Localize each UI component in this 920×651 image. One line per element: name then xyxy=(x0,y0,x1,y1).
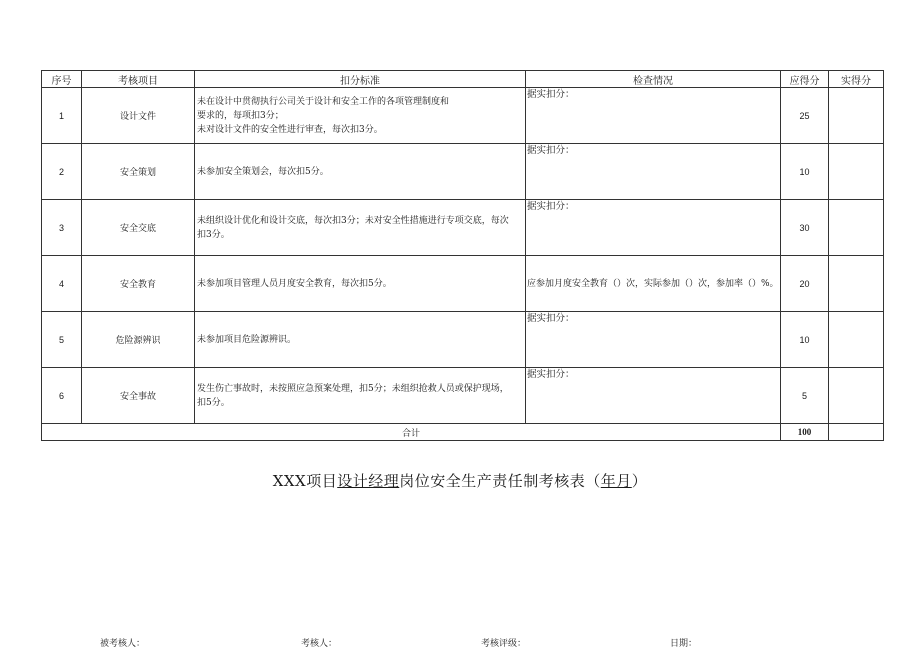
row-index: 6 xyxy=(42,368,82,424)
row-check: 据实扣分： xyxy=(526,200,781,256)
row-due-score: 20 xyxy=(781,256,829,312)
table-header-row xyxy=(42,71,884,88)
row-item: 安全事故 xyxy=(82,368,195,424)
title-date: 年月 xyxy=(600,472,632,490)
row-due-score: 30 xyxy=(781,200,829,256)
row-check: 据实扣分： xyxy=(526,368,781,424)
row-due-score: 25 xyxy=(781,88,829,144)
title-suffix: ） xyxy=(631,472,648,490)
title-middle: 岗位安全生产责任制考核表（ xyxy=(399,472,601,490)
row-actual-score[interactable] xyxy=(829,200,884,256)
header-actual-score: 实得分 xyxy=(829,71,884,88)
total-label: 合计 xyxy=(42,424,781,441)
row-check: 据实扣分： xyxy=(526,88,781,144)
row-item: 安全策划 xyxy=(82,144,195,200)
header-item: 考核项目 xyxy=(82,71,195,88)
assessment-table xyxy=(41,70,884,441)
row-actual-score[interactable] xyxy=(829,144,884,200)
total-row xyxy=(42,424,884,441)
row-item: 安全交底 xyxy=(82,200,195,256)
row-actual-score[interactable] xyxy=(829,368,884,424)
table-row xyxy=(42,88,884,144)
row-index: 1 xyxy=(42,88,82,144)
total-due-score: 100 xyxy=(781,424,829,441)
table-row xyxy=(42,200,884,256)
page-title xyxy=(0,470,920,491)
row-index: 2 xyxy=(42,144,82,200)
footer-assessor: 考核人： xyxy=(301,639,338,649)
row-item: 危险源辨识 xyxy=(82,312,195,368)
row-due-score: 10 xyxy=(781,312,829,368)
header-due-score: 应得分 xyxy=(781,71,829,88)
header-check: 检查情况 xyxy=(526,71,781,88)
row-due-score: 10 xyxy=(781,144,829,200)
header-standard: 扣分标准 xyxy=(195,71,526,88)
row-index: 4 xyxy=(42,256,82,312)
footer-grade: 考核评级： xyxy=(481,639,527,649)
table-row xyxy=(42,368,884,424)
row-index: 3 xyxy=(42,200,82,256)
header-index: 序号 xyxy=(42,71,82,88)
row-standard: 未参加项目管理人员月度安全教育，每次扣5分。 xyxy=(195,256,526,312)
row-check: 据实扣分： xyxy=(526,312,781,368)
table-row xyxy=(42,312,884,368)
title-prefix: XXX项目 xyxy=(272,472,338,490)
row-item: 设计文件 xyxy=(82,88,195,144)
row-standard: 未在设计中贯彻执行公司关于设计和安全工作的各项管理制度和 要求的，每项扣3分； 未对设计文件的安全性进行审查，每次扣3分。 xyxy=(195,88,526,144)
row-due-score: 5 xyxy=(781,368,829,424)
total-actual-score[interactable] xyxy=(829,424,884,441)
row-item: 安全教育 xyxy=(82,256,195,312)
footer-date: 日期： xyxy=(670,639,698,649)
row-index: 5 xyxy=(42,312,82,368)
row-check: 应参加月度安全教育（）次，实际参加（）次，参加率（）%。 xyxy=(526,256,781,312)
title-role: 设计经理 xyxy=(337,472,400,490)
row-standard: 未参加项目危险源辨识。 xyxy=(195,312,526,368)
row-standard: 未参加安全策划会，每次扣5分。 xyxy=(195,144,526,200)
table-row xyxy=(42,144,884,200)
row-standard: 发生伤亡事故时，未按照应急预案处理，扣5分；未组织抢救人员或保护现场，扣5分。 xyxy=(195,368,526,424)
row-actual-score[interactable] xyxy=(829,88,884,144)
row-actual-score[interactable] xyxy=(829,256,884,312)
row-standard: 未组织设计优化和设计交底，每次扣3分；未对安全性措施进行专项交底，每次扣3分。 xyxy=(195,200,526,256)
table-row xyxy=(42,256,884,312)
footer-assessee: 被考核人： xyxy=(100,639,146,649)
row-actual-score[interactable] xyxy=(829,312,884,368)
row-check: 据实扣分： xyxy=(526,144,781,200)
